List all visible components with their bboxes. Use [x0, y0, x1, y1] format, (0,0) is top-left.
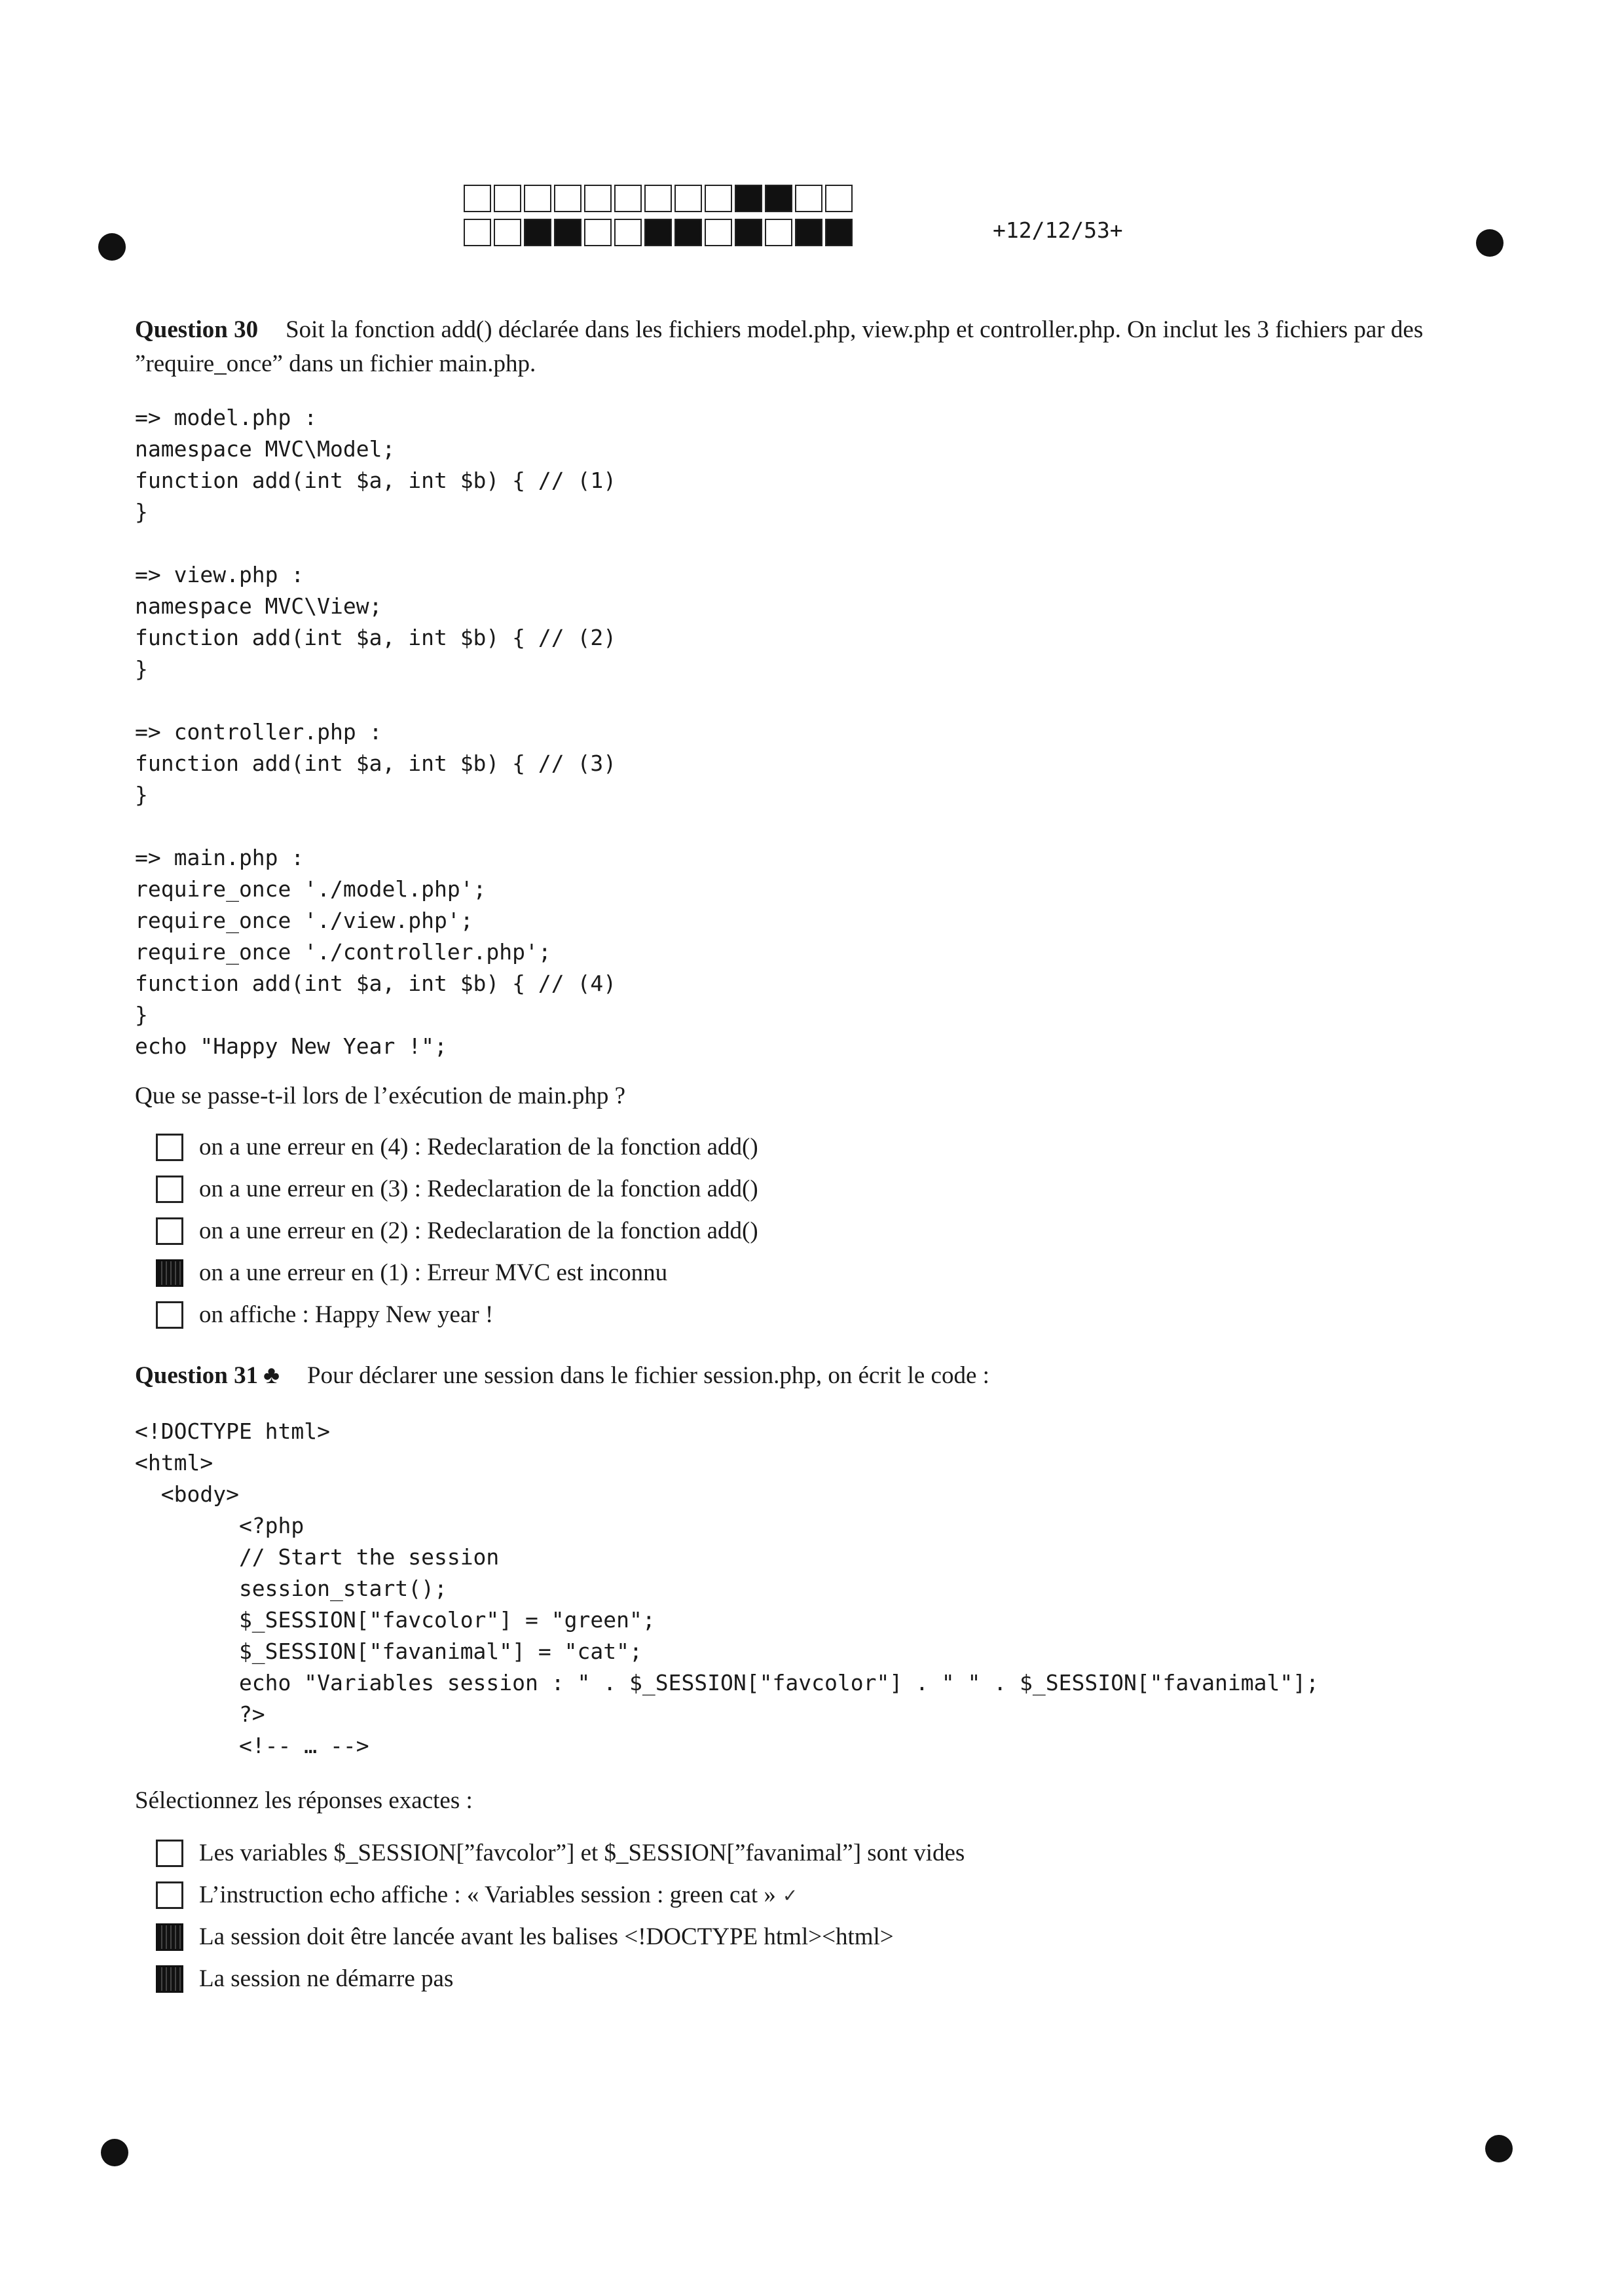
id-grid-cell [494, 185, 521, 212]
club-icon: ♣ [263, 1361, 280, 1389]
answer-option[interactable] [156, 1252, 758, 1294]
id-grid-cell [705, 185, 732, 212]
id-grid-row [464, 219, 855, 245]
question-30 [135, 313, 1497, 381]
code-line: => controller.php : [135, 719, 382, 745]
question-prompt: Que se passe-t-il lors de l’exécution de main.php ? [135, 1083, 626, 1109]
checkbox[interactable] [156, 1217, 183, 1245]
answer-option[interactable] [156, 1832, 965, 1874]
code-line: require_once './controller.php'; [135, 939, 551, 965]
code-block [135, 402, 616, 1062]
answer-label: on a une erreur en (1) : Erreur MVC est inconnu [199, 1259, 668, 1286]
code-line: } [135, 1002, 148, 1028]
code-line [135, 811, 616, 842]
code-line [135, 528, 616, 559]
registration-mark-bottom-left [101, 2139, 128, 2166]
id-grid-cell [554, 219, 581, 246]
question-number: Question 31 ♣ [135, 1361, 280, 1389]
page-code: +12/12/53+ [993, 217, 1123, 243]
answer-list [156, 1126, 758, 1336]
id-grid-cell [644, 185, 672, 212]
code-line: session_start(); [135, 1576, 447, 1601]
answer-option[interactable] [156, 1874, 965, 1916]
answer-label: La session ne démarre pas [199, 1965, 454, 1992]
answer-option[interactable] [156, 1958, 965, 2000]
checkbox[interactable] [156, 1134, 183, 1161]
code-line: } [135, 782, 148, 807]
answer-option[interactable] [156, 1294, 758, 1336]
id-grid-cell [765, 185, 792, 212]
code-line: // Start the session [135, 1544, 500, 1570]
answer-label: on a une erreur en (2) : Redeclaration de la fonction add() [199, 1217, 758, 1244]
checkbox[interactable] [156, 1301, 183, 1329]
id-grid-cell [584, 219, 612, 246]
code-line: } [135, 499, 148, 525]
code-line: echo "Variables session : " . $_SESSION["favcolor"] . " " . $_SESSION["favanimal"]; [135, 1670, 1319, 1695]
id-grid-cell [614, 185, 642, 212]
checkbox-checked[interactable] [156, 1923, 183, 1951]
handwritten-tick-icon: ✓ [782, 1884, 798, 1906]
code-line: <?php [135, 1513, 304, 1538]
answer-label: La session doit être lancée avant les balises <!DOCTYPE html><html> [199, 1923, 894, 1950]
code-line: <!-- … --> [135, 1733, 369, 1758]
question-text: Soit la fonction add() déclarée dans les fichiers model.php, view.php et controller.php. On inclut les 3 fichiers par des ”require_once” dans un fichier main.php. [135, 316, 1424, 377]
id-grid-cell [674, 219, 702, 246]
registration-mark-top-left [98, 233, 126, 261]
code-line: ?> [135, 1701, 265, 1727]
id-grid-cell [524, 185, 551, 212]
answer-label: on affiche : Happy New year ! [199, 1301, 494, 1328]
question-text: Pour déclarer une session dans le fichier session.php, on écrit le code : [307, 1362, 989, 1389]
answer-option[interactable] [156, 1916, 965, 1958]
code-line: require_once './view.php'; [135, 908, 473, 933]
id-grid-cell [524, 219, 551, 246]
id-grid-cell [765, 219, 792, 246]
id-grid-cell [464, 185, 491, 212]
checkbox-checked[interactable] [156, 1259, 183, 1287]
checkbox[interactable] [156, 1881, 183, 1909]
answer-option[interactable] [156, 1210, 758, 1252]
code-line: <body> [135, 1481, 239, 1507]
id-grid-cell [795, 185, 822, 212]
id-grid-cell [705, 219, 732, 246]
registration-mark-top-right [1476, 229, 1504, 257]
code-line: function add(int $a, int $b) { // (1) [135, 468, 617, 493]
code-line: <html> [135, 1450, 213, 1475]
checkbox[interactable] [156, 1840, 183, 1867]
code-line: require_once './model.php'; [135, 876, 487, 902]
id-grid-cell [735, 185, 762, 212]
answer-option[interactable] [156, 1126, 758, 1168]
code-line: } [135, 656, 148, 682]
code-line: function add(int $a, int $b) { // (2) [135, 625, 617, 650]
question-31 [135, 1358, 1497, 1393]
question-prompt: Sélectionnez les réponses exactes : [135, 1787, 473, 1814]
id-grid-cell [735, 219, 762, 246]
code-line: <!DOCTYPE html> [135, 1418, 331, 1444]
code-line: => model.php : [135, 405, 318, 430]
id-grid-cell [464, 219, 491, 246]
checkbox-checked[interactable] [156, 1965, 183, 1993]
code-line: => main.php : [135, 845, 304, 870]
answer-list [156, 1832, 965, 2000]
answer-label: on a une erreur en (3) : Redeclaration de la fonction add() [199, 1176, 758, 1202]
id-grid-cell [674, 185, 702, 212]
checkbox[interactable] [156, 1176, 183, 1203]
code-line: namespace MVC\Model; [135, 436, 396, 462]
code-line: function add(int $a, int $b) { // (3) [135, 750, 617, 776]
code-block [135, 1416, 1319, 1762]
answer-option[interactable] [156, 1168, 758, 1210]
id-grid-cell [614, 219, 642, 246]
id-grid-cell [494, 219, 521, 246]
code-line: $_SESSION["favcolor"] = "green"; [135, 1607, 655, 1633]
id-grid-cell [644, 219, 672, 246]
id-grid-cell [825, 185, 853, 212]
id-grid-cell [795, 219, 822, 246]
code-line: namespace MVC\View; [135, 593, 382, 619]
code-line: function add(int $a, int $b) { // (4) [135, 971, 617, 996]
answer-label: on a une erreur en (4) : Redeclaration de la fonction add() [199, 1134, 758, 1160]
registration-mark-bottom-right [1485, 2135, 1513, 2162]
code-line: $_SESSION["favanimal"] = "cat"; [135, 1639, 642, 1664]
id-grid-cell [584, 185, 612, 212]
student-id-grid [464, 185, 855, 253]
code-line: echo "Happy New Year !"; [135, 1033, 447, 1059]
code-line [135, 685, 616, 716]
question-number: Question 30 [135, 316, 259, 343]
id-grid-cell [554, 185, 581, 212]
id-grid-cell [825, 219, 853, 246]
answer-label: Les variables $_SESSION[”favcolor”] et $_SESSION[”favanimal”] sont vides [199, 1840, 965, 1866]
code-line: => view.php : [135, 562, 304, 587]
answer-label: L’instruction echo affiche : « Variables session : green cat » [199, 1881, 776, 1908]
id-grid-row [464, 185, 855, 211]
